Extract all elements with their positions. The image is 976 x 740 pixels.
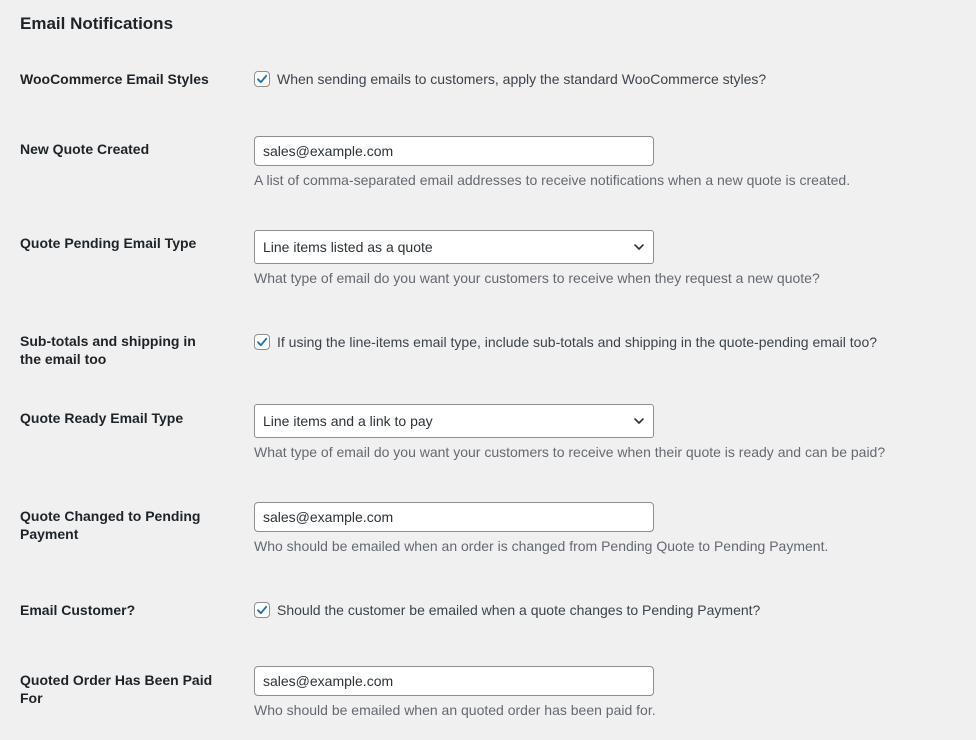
page-title: Email Notifications	[20, 14, 174, 33]
quote-pending-type-selected: Line items listed as a quote	[263, 239, 433, 255]
new-quote-email-input[interactable]: sales@example.com	[254, 136, 654, 166]
subtotals-check-label: If using the line-items email type, include sub-totals and shipping in the quote-pending email too?	[277, 334, 878, 350]
quote-ready-type-label: Quote Ready Email Type	[20, 410, 184, 426]
chevron-down-icon	[633, 415, 645, 427]
new-quote-label: New Quote Created	[20, 141, 150, 157]
email-customer-checkbox[interactable]	[254, 602, 270, 618]
quote-ready-type-select[interactable]	[254, 404, 654, 438]
changed-to-pending-email-input[interactable]: sales@example.com	[254, 502, 654, 532]
new-quote-description: A list of comma-separated email addresses to receive notifications when a new quote is created.	[254, 172, 851, 188]
subtotals-label: Sub-totals and shipping in the email too	[20, 333, 196, 367]
order-paid-description: Who should be emailed when an quoted order has been paid for.	[254, 702, 656, 718]
email-customer-check-label: Should the customer be emailed when a quote changes to Pending Payment?	[277, 602, 761, 618]
order-paid-email-input[interactable]: sales@example.com	[254, 666, 654, 696]
subtotals-checkbox[interactable]	[254, 334, 270, 350]
changed-to-pending-description: Who should be emailed when an order is changed from Pending Quote to Pending Payment.	[254, 538, 829, 554]
checkmark-icon	[256, 604, 268, 616]
quote-pending-type-description: What type of email do you want your customers to receive when they request a new quote?	[254, 270, 820, 286]
quote-pending-type-select[interactable]	[254, 230, 654, 264]
changed-to-pending-label: Quote Changed to Pending Payment	[20, 508, 201, 542]
checkmark-icon	[256, 73, 268, 85]
quote-ready-type-description: What type of email do you want your customers to receive when their quote is ready and can be paid?	[254, 444, 886, 460]
email-customer-label: Email Customer?	[20, 602, 136, 618]
email-styles-checkbox[interactable]	[254, 71, 270, 87]
quote-ready-type-selected: Line items and a link to pay	[263, 413, 433, 429]
checkmark-icon	[256, 336, 268, 348]
order-paid-label: Quoted Order Has Been Paid For	[20, 672, 213, 706]
chevron-down-icon	[633, 241, 645, 253]
quote-pending-type-label: Quote Pending Email Type	[20, 235, 197, 251]
email-styles-check-label: When sending emails to customers, apply the standard WooCommerce styles?	[277, 71, 767, 87]
email-styles-label: WooCommerce Email Styles	[20, 71, 209, 87]
